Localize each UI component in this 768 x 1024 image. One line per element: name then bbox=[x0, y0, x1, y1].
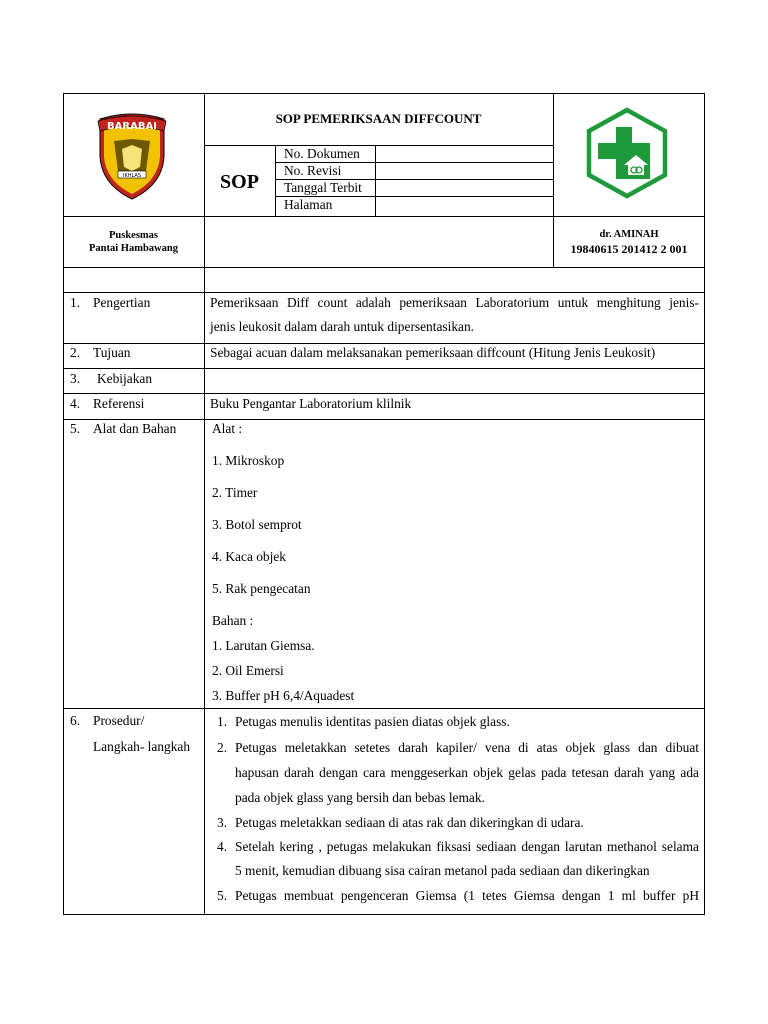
s4-text: Buku Pengantar Laboratorium klilnik bbox=[210, 396, 412, 411]
s5-bahan-item: 1. Larutan Giemsa. bbox=[212, 638, 315, 653]
s5-bahan-title: Bahan : bbox=[212, 613, 254, 628]
s5-alat-item: 2. Timer bbox=[212, 485, 258, 500]
s4-label: Referensi bbox=[93, 396, 145, 411]
s5-bahan-item: 2. Oil Emersi bbox=[212, 663, 284, 678]
step-text-line: 5 menit, kemudian dibuang sisa cairan metanol pada sediaan dan dikeringkan bbox=[235, 863, 650, 878]
s2-bottom-line bbox=[63, 368, 705, 369]
s5-alat-item: 1. Mikroskop bbox=[212, 453, 285, 468]
s5-label: Alat dan Bahan bbox=[93, 421, 177, 436]
meta-label-revision: No. Revisi bbox=[284, 163, 342, 178]
sop-label: SOP bbox=[220, 171, 259, 193]
signer-nip: 19840615 201412 2 001 bbox=[570, 242, 688, 256]
s1-label: Pengertian bbox=[93, 295, 151, 310]
step-text-line: hapusan darah dengan cara menggeserkan objek gelas pada tetesan darah yang ada bbox=[235, 765, 699, 780]
left-column-line bbox=[204, 93, 205, 915]
meta-label-page: Halaman bbox=[284, 197, 333, 212]
s5-alat-item: 5. Rak pengecatan bbox=[212, 581, 311, 596]
s5-alat-title: Alat : bbox=[212, 421, 243, 436]
s3-label: Kebijakan bbox=[97, 371, 153, 386]
s6-number: 6. bbox=[70, 713, 81, 728]
barabai-logo-icon bbox=[92, 109, 172, 201]
org-name-line-2: Pantai Hambawang bbox=[89, 243, 178, 254]
step-number: 1. bbox=[217, 714, 228, 729]
s4-bottom-line bbox=[63, 419, 705, 420]
s6-label-line-1: Prosedur/ bbox=[93, 713, 145, 728]
step-number: 5. bbox=[217, 888, 228, 903]
s5-alat-item: 3. Botol semprot bbox=[212, 517, 302, 532]
s5-bahan-item: 3. Buffer pH 6,4/Aquadest bbox=[212, 688, 355, 703]
step-text-line: Petugas membuat pengenceran Giemsa (1 tetes Giemsa dengan 1 ml buffer pH bbox=[235, 888, 699, 903]
svg-text:BARABAI: BARABAI bbox=[107, 121, 157, 132]
s5-bottom-line bbox=[63, 708, 705, 709]
s2-label: Tujuan bbox=[93, 345, 131, 360]
blank-row-bottom-line bbox=[63, 292, 705, 293]
step-text-line: pada objek glass yang bersih dan bebas lemak. bbox=[235, 790, 485, 805]
step-text-line: Setelah kering , petugas melakukan fiksasi sediaan dengan larutan methanol selama bbox=[235, 839, 699, 854]
s1-text-line-1: Pemeriksaan Diff count adalah pemeriksaan Laboratorium untuk menghitung jenis- bbox=[210, 295, 699, 310]
meta-value-line bbox=[375, 145, 376, 216]
s4-number: 4. bbox=[70, 396, 81, 411]
step-text-line: Petugas meletakkan sediaan di atas rak dan dikeringkan di udara. bbox=[235, 815, 584, 830]
right-column-line bbox=[553, 93, 554, 267]
title-bottom-line bbox=[204, 145, 553, 146]
org-row-bottom-line bbox=[63, 267, 705, 268]
step-text-line: Petugas meletakkan setetes darah kapiler/ vena di atas objek glass dan dibuat bbox=[235, 740, 699, 755]
sop-label-line bbox=[275, 145, 276, 216]
s1-text-line-2: jenis leukosit dalam darah untuk dipersentasikan. bbox=[210, 319, 475, 334]
s6-label-line-2: Langkah- langkah bbox=[93, 739, 191, 754]
puskesmas-logo-icon bbox=[584, 107, 670, 199]
header-bottom-line bbox=[63, 216, 705, 217]
s5-alat-item: 4. Kaca objek bbox=[212, 549, 286, 564]
s1-bottom-line bbox=[63, 343, 705, 344]
org-name-line-1: Puskesmas bbox=[108, 230, 158, 241]
svg-text:IKHLAS: IKHLAS bbox=[122, 173, 142, 179]
meta-label-issue-date: Tanggal Terbit bbox=[284, 180, 362, 195]
step-text-line: Petugas menulis identitas pasien diatas objek glass. bbox=[235, 714, 510, 729]
s1-number: 1. bbox=[70, 295, 81, 310]
s3-number: 3. bbox=[70, 371, 81, 386]
s3-bottom-line bbox=[63, 393, 705, 394]
step-number: 4. bbox=[217, 839, 228, 854]
document-title: SOP PEMERIKSAAN DIFFCOUNT bbox=[275, 111, 482, 126]
step-number: 3. bbox=[217, 815, 228, 830]
signer-name: dr. AMINAH bbox=[599, 229, 659, 240]
s2-number: 2. bbox=[70, 345, 81, 360]
step-number: 2. bbox=[217, 740, 228, 755]
s5-number: 5. bbox=[70, 421, 81, 436]
meta-label-document-number: No. Dokumen bbox=[284, 146, 360, 161]
s2-text: Sebagai acuan dalam melaksanakan pemeriksaan diffcount (Hitung Jenis Leukosit) bbox=[210, 345, 656, 360]
